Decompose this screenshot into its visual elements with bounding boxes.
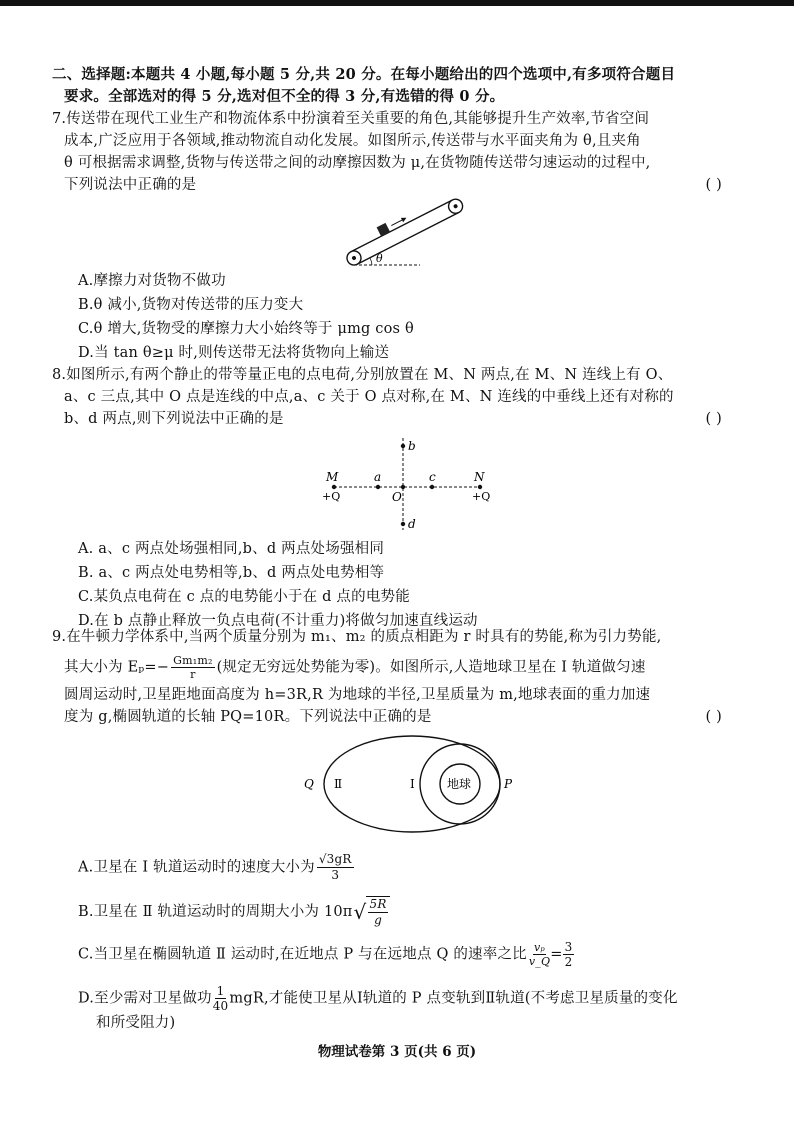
label-a: a	[374, 470, 382, 484]
q9-stem-line4: 度为 g,椭圆轨道的长轴 PQ=10R。下列说法中正确的是	[64, 709, 432, 725]
q9-stem-line2: 其大小为 Eₚ=− $\frac{\text{Gm₁m₂}}{r}$ (规定无穷远处势能为零)。如图所示,人造地球卫星在 Ⅰ 轨道做匀速	[64, 654, 646, 681]
q9-answer-paren: ( )	[705, 709, 722, 725]
q9-stem-line1: 9.在牛顿力学体系中,当两个质量分别为 m₁、m₂ 的质点相距为 r 时具有的势能,称为引力势能,	[52, 629, 662, 645]
q9-stem-line3: 圆周运动时,卫星距地面高度为 h=3R,R 为地球的半径,卫星质量为 m,地球表面的重力加速	[64, 687, 651, 703]
section-header-line2: 要求。全部选对的得 5 分,选对但不全的得 3 分,有选错的得 0 分。	[64, 88, 505, 105]
q7-stem-line1: 7.传送带在现代工业生产和物流体系中扮演着至关重要的角色,其能够提升生产效率,节省空间	[52, 111, 650, 127]
q7-answer-paren: ( )	[705, 177, 722, 193]
q7-stem-line2: 成本,广泛应用于各领域,推动物流自动化发展。如图所示,传送带与水平面夹角为 θ,且夹角	[64, 133, 641, 149]
top-border	[0, 0, 794, 6]
q7-stem-line4: 下列说法中正确的是	[64, 177, 197, 193]
q9-option-c: C.当卫星在椭圆轨道 Ⅱ 运动时,在近地点 P 与在远地点 Q 的速率之比 $\frac{\text{vₚ}}{v\_Q}$ = $\frac{3}{2}$	[78, 940, 573, 969]
q8-stem-line1: 8.如图所示,有两个静止的带等量正电的点电荷,分别放置在 M、N 两点,在 M、N 连线上有 O、	[52, 367, 673, 383]
label-M: M	[326, 470, 339, 484]
q8-option-a: A. a、c 两点处场强相同,b、d 两点处场强相同	[78, 541, 385, 557]
label-N: N	[474, 470, 485, 484]
q8-option-c: C.某负点电荷在 c 点的电势能小于在 d 点的电势能	[78, 589, 410, 605]
q7-stem-line3: θ 可根据需求调整,货物与传送带之间的动摩擦因数为 μ,在货物随传送带匀速运动的过程中,	[64, 155, 651, 171]
q8-option-d: D.在 b 点静止释放一负点电荷(不计重力)将做匀加速直线运动	[78, 613, 478, 629]
theta-label: θ	[376, 252, 383, 265]
cargo-box	[377, 223, 390, 236]
q8-stem-line3: b、d 两点,则下列说法中正确的是	[64, 411, 284, 427]
page-footer: 物理试卷第 3 页(共 6 页)	[317, 1044, 477, 1060]
charge-M: +Q	[322, 490, 341, 503]
q8-answer-paren: ( )	[705, 411, 722, 427]
q7-option-b: B.θ 减小,货物对传送带的压力变大	[78, 297, 304, 313]
section-header-line1: 二、选择题:本题共 4 小题,每小题 5 分,共 20 分。在每小题给出的四个选项中,有多项符合题目	[52, 66, 676, 83]
ep-numerator: Gm₁m₂	[173, 654, 213, 667]
q9-option-d: D.至少需对卫星做功 $\frac{1}{40}$ mgR,才能使卫星从Ⅰ轨道的 P 点变轨到Ⅱ轨道(不考虑卫星质量的变化	[78, 984, 678, 1013]
charges-figure	[300, 430, 510, 540]
q8-option-b: B. a、c 两点处电势相等,b、d 两点处电势相等	[78, 565, 385, 581]
orbit-figure	[290, 730, 530, 840]
q9-option-d-line2: 和所受阻力)	[96, 1015, 176, 1031]
label-O: O	[392, 490, 402, 504]
label-Q: Q	[304, 777, 314, 791]
earth-label: 地球	[447, 777, 472, 791]
label-c: c	[429, 470, 436, 484]
label-P: P	[504, 777, 513, 791]
label-orbit-II: Ⅱ	[334, 777, 343, 791]
label-orbit-I: Ⅰ	[410, 777, 415, 791]
label-d: d	[408, 517, 416, 531]
q9-option-a: A.卫星在 Ⅰ 轨道运动时的速度大小为 $\frac{√3gR}{3}$	[78, 852, 352, 882]
q7-option-a: A.摩擦力对货物不做功	[78, 273, 226, 289]
q9-option-b: B.卫星在 Ⅱ 轨道运动时的周期大小为 10π √ 5R g	[78, 896, 390, 928]
q7-option-d: D.当 tan θ≥μ 时,则传送带无法将货物向上输送	[78, 345, 390, 361]
label-b: b	[408, 439, 416, 453]
charge-N: +Q	[472, 490, 491, 503]
q7-option-c: C.θ 增大,货物受的摩擦力大小始终等于 μmg cos θ	[78, 321, 414, 337]
ep-denominator: r	[190, 668, 196, 681]
conveyor-figure	[340, 190, 480, 270]
q8-stem-line2: a、c 三点,其中 O 点是连线的中点,a、c 关于 O 点对称,在 M、N 连线的中垂线上还有对称的	[64, 389, 674, 405]
